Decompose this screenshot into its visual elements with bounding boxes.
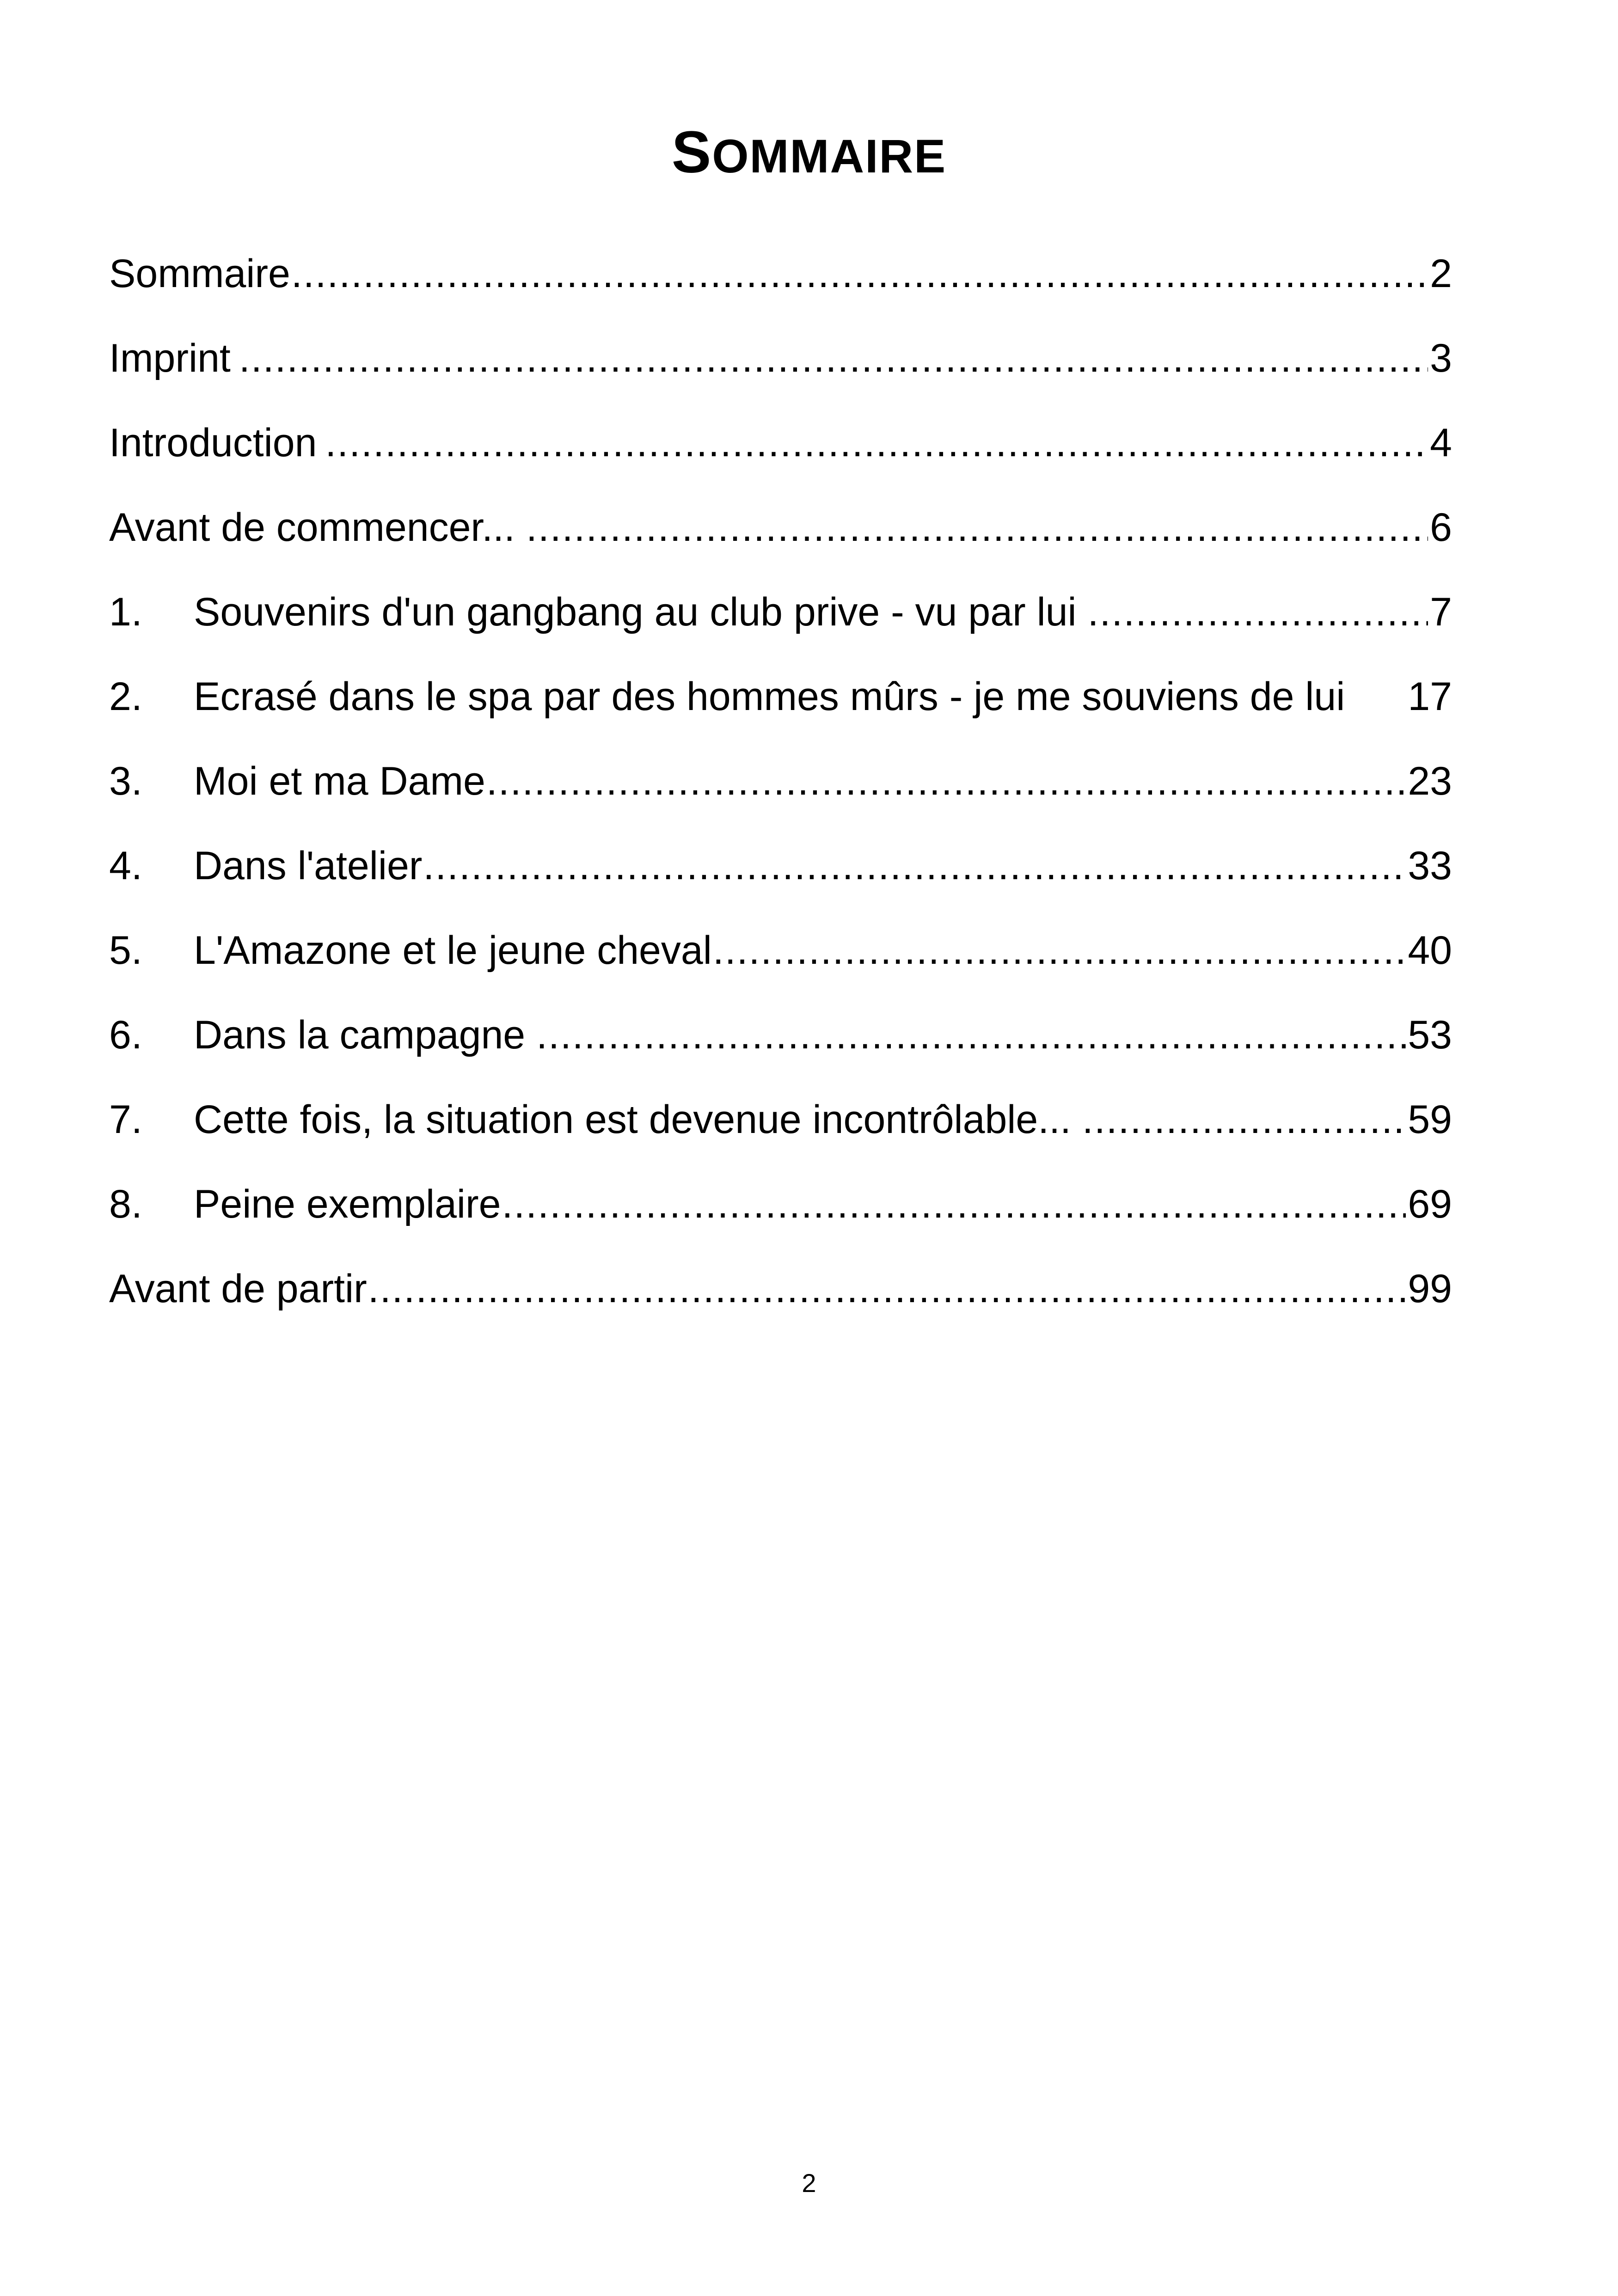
toc-entry-page: 3 bbox=[1430, 336, 1452, 380]
toc-dot-leader bbox=[526, 500, 1428, 555]
toc-dot-leader bbox=[368, 1261, 1406, 1316]
toc-entry-label: Peine exemplaire bbox=[194, 1182, 501, 1226]
toc-entry-page: 53 bbox=[1408, 1012, 1452, 1057]
toc-entry-page: 59 bbox=[1408, 1097, 1452, 1142]
toc-entry-number: 6. bbox=[109, 1012, 142, 1057]
toc-dot-leader bbox=[502, 1176, 1406, 1232]
title-rest: OMMAIRE bbox=[712, 130, 947, 183]
toc-entry-page: 69 bbox=[1408, 1182, 1452, 1226]
toc-entry-page: 99 bbox=[1408, 1266, 1452, 1311]
toc-entry-chapter-1[interactable] bbox=[109, 569, 1452, 654]
toc-dot-leader bbox=[1082, 1092, 1406, 1147]
toc-entry-label: Souvenirs d'un gangbang au club prive - vu par lui bbox=[194, 589, 1077, 634]
toc-dot-leader bbox=[291, 246, 1428, 301]
toc-entry-number: 8. bbox=[109, 1182, 142, 1226]
title-initial: S bbox=[671, 119, 712, 185]
toc-entry-label: Dans la campagne bbox=[194, 1012, 526, 1057]
toc-entry-label: Cette fois, la situation est devenue incontrôlable... bbox=[194, 1097, 1071, 1142]
toc-entry-page: 23 bbox=[1408, 759, 1452, 803]
toc-dot-leader bbox=[713, 923, 1406, 978]
toc-entry-number: 7. bbox=[109, 1097, 142, 1142]
toc-entry-chapter-5[interactable] bbox=[109, 908, 1452, 992]
toc-dot-leader bbox=[423, 838, 1406, 894]
toc-entry-introduction[interactable] bbox=[109, 400, 1452, 485]
toc-entry-label: Introduction bbox=[109, 420, 317, 465]
toc-entry-number: 5. bbox=[109, 928, 142, 973]
toc-entry-page: 6 bbox=[1430, 505, 1452, 550]
toc-entry-number: 2. bbox=[109, 674, 142, 719]
toc-entry-number: 4. bbox=[109, 843, 142, 888]
toc-entry-avant-de-partir[interactable] bbox=[109, 1246, 1452, 1331]
toc-entry-page: 2 bbox=[1430, 251, 1452, 296]
toc-entry-chapter-7[interactable] bbox=[109, 1077, 1452, 1162]
toc-entry-page: 7 bbox=[1430, 589, 1452, 634]
toc-entry-label: Avant de partir bbox=[109, 1266, 367, 1311]
toc-entry-page: 4 bbox=[1430, 420, 1452, 465]
toc-entry-label: Moi et ma Dame bbox=[194, 759, 485, 803]
toc-entry-chapter-6[interactable] bbox=[109, 992, 1452, 1077]
toc-entry-number: 1. bbox=[109, 589, 142, 634]
toc-dot-leader bbox=[536, 1007, 1406, 1063]
toc-entry-chapter-4[interactable] bbox=[109, 823, 1452, 908]
toc-entry-label: Ecrasé dans le spa par des hommes mûrs - je me souviens de lui bbox=[194, 674, 1345, 719]
toc-entry-number: 3. bbox=[109, 759, 142, 803]
toc-entry-chapter-8[interactable] bbox=[109, 1162, 1452, 1246]
table-of-contents bbox=[109, 231, 1452, 1331]
toc-dot-leader bbox=[325, 415, 1428, 471]
toc-dot-leader bbox=[239, 331, 1428, 386]
toc-entry-label: L'Amazone et le jeune cheval bbox=[194, 928, 712, 973]
toc-entry-page: 33 bbox=[1408, 843, 1452, 888]
toc-entry-imprint[interactable] bbox=[109, 316, 1452, 400]
toc-entry-chapter-3[interactable] bbox=[109, 739, 1452, 823]
toc-entry-chapter-2[interactable] bbox=[109, 654, 1452, 739]
toc-entry-label: Dans l'atelier bbox=[194, 843, 423, 888]
toc-entry-sommaire[interactable] bbox=[109, 231, 1452, 316]
toc-dot-leader bbox=[486, 753, 1406, 809]
page-number: 2 bbox=[802, 2168, 816, 2198]
toc-entry-page: 40 bbox=[1408, 928, 1452, 973]
toc-entry-label: Imprint bbox=[109, 336, 231, 380]
page-title bbox=[0, 116, 1618, 193]
toc-entry-avant-de-commencer[interactable] bbox=[109, 485, 1452, 569]
toc-dot-leader bbox=[1088, 584, 1428, 640]
toc-entry-label: Avant de commencer... bbox=[109, 505, 515, 550]
toc-entry-page: 17 bbox=[1408, 674, 1452, 719]
toc-entry-label: Sommaire bbox=[109, 251, 290, 296]
